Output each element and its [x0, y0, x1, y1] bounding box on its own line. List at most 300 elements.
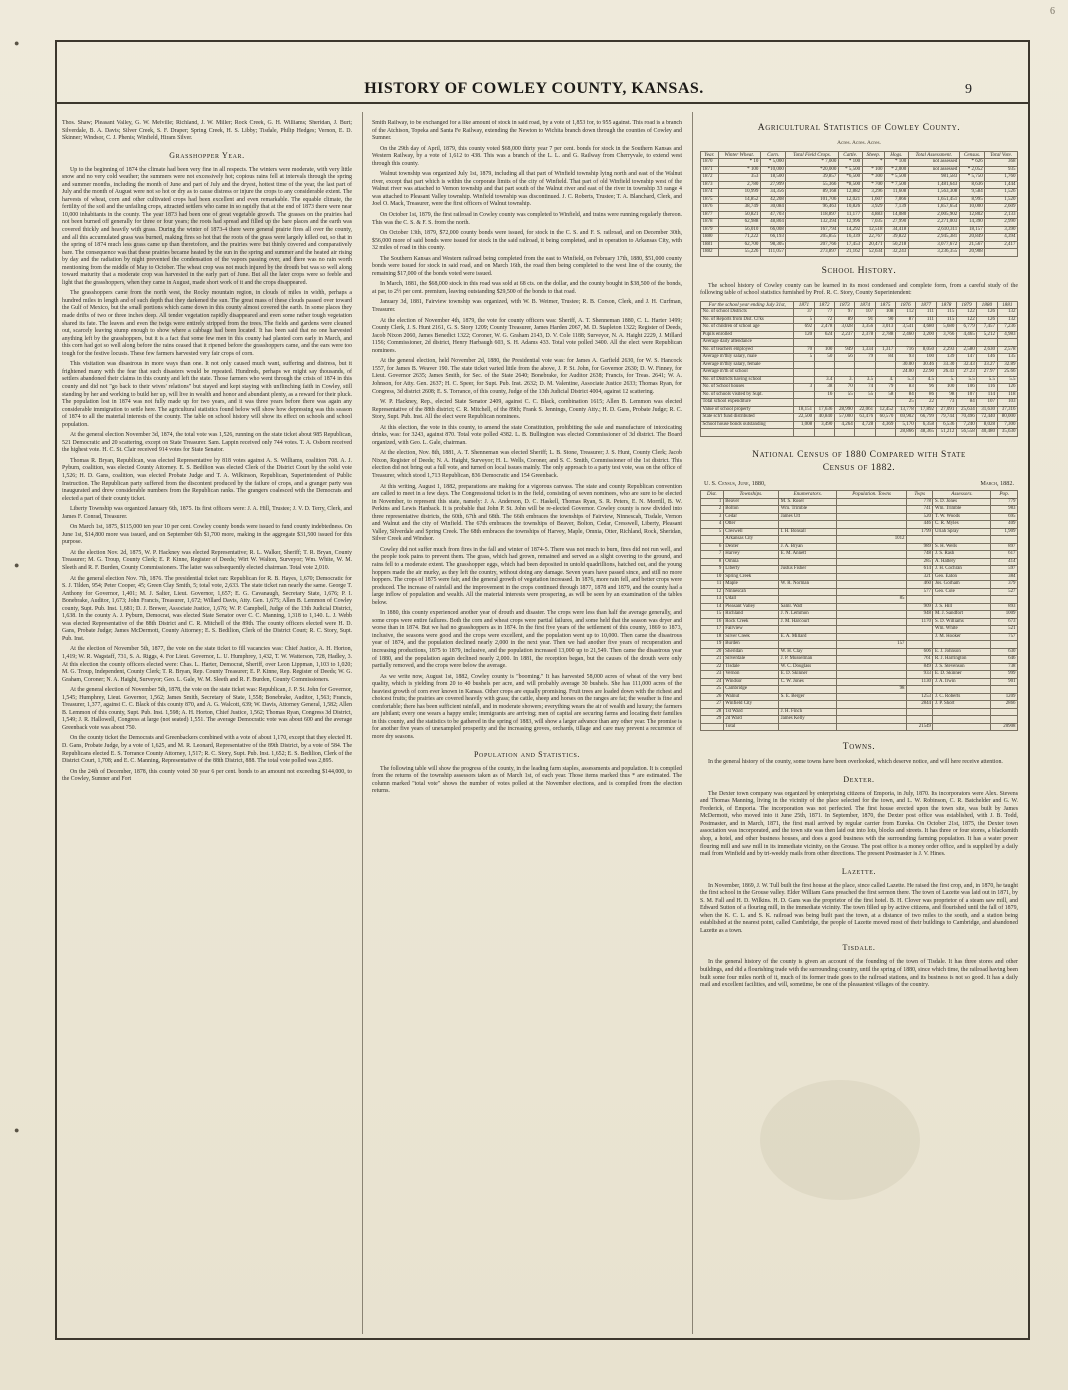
agri-cell: 1873: [701, 181, 719, 189]
census-row: [701, 671, 1018, 679]
school-cell: 35,630: [997, 429, 1017, 437]
school-cell: 96: [916, 384, 936, 392]
school-cell: 55: [855, 391, 875, 399]
agri-cell: 1,520: [985, 196, 1018, 204]
census-cell: 738: [991, 663, 1018, 671]
agri-cell: 3,390: [985, 226, 1018, 234]
school-cell: 3.5: [855, 376, 875, 384]
school-cell: 2,578: [997, 346, 1017, 354]
school-cell: 70: [834, 384, 854, 392]
census-row: [701, 506, 1018, 514]
school-cell: 93: [895, 354, 915, 362]
census-cell: W. C. Douglass: [779, 663, 837, 671]
school-row: [701, 406, 1018, 414]
school-cell: 87: [895, 316, 915, 324]
agri-cell: 16,339: [838, 234, 862, 242]
agri-cell: 39,822: [884, 234, 908, 242]
census-cell: 22: [701, 663, 724, 671]
school-cell: 80,000: [997, 414, 1017, 422]
census-cell: J. A. Irwin: [933, 678, 991, 686]
agri-cell: 10,999: [718, 189, 760, 197]
school-cell: 33.27: [977, 361, 997, 369]
census-cell: 321: [906, 573, 933, 581]
census-cell: [837, 648, 907, 656]
census-cell: C. W. Jones: [779, 678, 837, 686]
agri-cell: 1879: [701, 226, 719, 234]
census-cell: 379: [991, 581, 1018, 589]
school-cell: 33.30: [936, 361, 956, 369]
census-cell: 520: [906, 513, 933, 521]
agri-row: [701, 196, 1018, 204]
census-cell: R. J. Harrington: [933, 656, 991, 664]
school-cell: 79,744: [936, 414, 956, 422]
agri-cell: 34,356: [760, 189, 785, 197]
agri-cell: 205,855: [786, 234, 838, 242]
census-cell: [779, 641, 837, 649]
census-cell: 8: [701, 558, 724, 566]
agri-cell: 7,035: [862, 219, 884, 227]
census-cell: 14: [701, 603, 724, 611]
census-cell: [701, 723, 724, 731]
school-cell: 4,983: [997, 331, 1017, 339]
school-cell: 146: [977, 354, 997, 362]
school-cell: 13,778: [895, 406, 915, 414]
paragraph: At the general election November 3d, 1874, the total vote was 1,526, running on the state ticket about 985 Republican, 521 Democratic and 20 scattering, except on State Treasurer. Sam. Lappin received only 744 votes. T. A. Osborn received the highest vote. H. C. St. Clair received 914 votes for State Senator.: [62, 432, 352, 454]
school-cell: 27,091: [936, 406, 956, 414]
census-cell: [837, 723, 907, 731]
agri-column-header: Corn.: [760, 151, 785, 159]
school-cell: [855, 399, 875, 407]
school-year: 1875: [875, 301, 895, 309]
agri-cell: 12,802: [959, 211, 984, 219]
agri-cell: * 2,000: [884, 166, 908, 174]
school-year: 1879: [956, 301, 976, 309]
school-cell: 66,799: [916, 414, 936, 422]
census-column-header: Pop.: [991, 491, 1018, 499]
school-cell: 122: [956, 309, 976, 317]
agri-cell: * 10: [718, 159, 760, 167]
census-cell: Windsor: [723, 678, 778, 686]
header-rule: [55, 102, 1030, 104]
agri-column-header: Winter Wheat.: [718, 151, 760, 159]
agri-cell: 1882: [701, 249, 719, 257]
school-cell: [814, 429, 834, 437]
agri-cell: 17,453: [838, 241, 862, 249]
census-cell: Ninnescah: [723, 588, 778, 596]
school-cell: 25.66: [997, 369, 1017, 377]
agri-cell: 1,444: [985, 181, 1018, 189]
census-cell: [779, 701, 837, 709]
census-cell: 24: [701, 678, 724, 686]
school-row: [701, 391, 1018, 399]
agri-column-header: Census.: [959, 151, 984, 159]
school-cell: 17,892: [916, 406, 936, 414]
agri-cell: 11,608: [884, 189, 908, 197]
census-row: [701, 648, 1018, 656]
agri-cell: 48,804: [760, 219, 785, 227]
census-cell: Justus Fisher: [779, 566, 837, 574]
binding-mark: ●: [14, 38, 20, 48]
agri-row: [701, 249, 1018, 257]
lazette-heading: Lazette.: [841, 866, 877, 876]
census-heading: National Census of 1880 Compared with State: [752, 449, 966, 460]
census-cell: [837, 618, 907, 626]
school-year: 1872: [814, 301, 834, 309]
agri-cell: 20,471: [862, 241, 884, 249]
school-cell: 12,452: [875, 406, 895, 414]
agri-column-header: Cattle.: [838, 151, 862, 159]
census-cell: 1209: [991, 693, 1018, 701]
agri-cell: 111,057: [760, 249, 785, 257]
school-cell: [875, 399, 895, 407]
school-cell: 1,334: [855, 346, 875, 354]
agri-cell: 14,292: [838, 226, 862, 234]
school-cell: 114: [977, 391, 997, 399]
census-cell: 25: [701, 686, 724, 694]
agri-cell: 66,193: [760, 234, 785, 242]
census-cell: 13: [701, 596, 724, 604]
paragraph: As we write now, August 1st, 1882, Cowley county is "booming." It has harvested 58,000 acres of wheat of the very best quality, which is yielding from 20 to 40 bushels per acre, and will probably average 30 bushels. She has 111,000 acres of the heaviest growth of corn ever known in Kansas. Other crops are equally promising. Fruit trees are loaded down with the richest and choicest fruits; the prairies are covered heavily with grass; the cattle, sheep and horses on the ranges are fat; the weather is fine and comfortable; there has been sufficient rainfall, and in moderate showers; everything wears the air of wealth and luxury; the farmers are jubilant; every one wears a happy smile; immigrants are arriving; men of capital are securing farms and locating their families in this county, and the statistics to be gathered in the spring of 1883, will show a larger advance than any other year. The promise is for another five years of unexampled prosperity and the increasing groves, orchards, tillage and care may prevent a recurrence of more dry seasons.: [372, 673, 682, 741]
agri-row: [701, 159, 1018, 167]
census-cell: 893: [991, 603, 1018, 611]
school-year: 1881: [997, 301, 1017, 309]
census-cell: Creswell: [723, 528, 778, 536]
census-cell: 98: [837, 686, 907, 694]
paragraph: At the election Nov. 2d, 1875, W. P. Hackney was elected Representative; R. L. Walker, Sheriff; T. R. Bryan, County Treasurer; M. G. Troup, County Clerk; E. P. Kinne, Register of Deeds; Wirt W. Walton, Surveyor; Wm. White, W. M. Sleeth and R. F. Burden, County Commissioners. The latter was subsequently elected chairman. Total vote 2,010.: [62, 549, 352, 571]
school-cell: [814, 339, 834, 347]
census-cell: 778: [906, 498, 933, 506]
census-cell: [906, 686, 933, 694]
agri-cell: 2,609: [985, 204, 1018, 212]
agri-row: [701, 174, 1018, 182]
school-cell: 126: [977, 316, 997, 324]
column-right: [700, 120, 1018, 1330]
census-cell: 1130: [906, 678, 933, 686]
census-cell: 983: [991, 506, 1018, 514]
census-cell: 779: [991, 498, 1018, 506]
school-row-label: No. of teachers employed: [701, 346, 794, 354]
census-row: [701, 498, 1018, 506]
census-cell: 933: [906, 671, 933, 679]
census-cell: [906, 596, 933, 604]
census-cell: [701, 536, 724, 544]
census-cell: 2d Ward: [723, 716, 778, 724]
school-cell: 2,237: [834, 331, 854, 339]
census-row: [701, 543, 1018, 551]
school-cell: 51,212: [936, 429, 956, 437]
census-cell: [906, 633, 933, 641]
school-cell: 70: [794, 346, 814, 354]
paragraph: In November, 1869, J. W. Tull built the first house at the place, since called Lazette. He raised the first crop, and, in 1870, he taught the first school in the Grouse valley. Elder William Gans preached the first sermon there. The town of Lazette was laid out in 1871, by S. M. Fall and H. D. Wilkins. H. D. Gans was the proprietor of the first hotel. B. H. Clover was proprietor of a steam saw mill, and Edward Sutton of a flouring mill, in the immediate vicinity. The town filled up by active citizens, and flourished until the fall of 1879, when the K. C. L. and S. K. railroad was being built past the town, at a distance of two miles to the south, and a station being established at the nearest point, called Cambridge, the people of Lazette moved most of their buildings to Cambridge, and abandoned Lazette as a town.: [700, 882, 1018, 934]
school-cell: [794, 361, 814, 369]
agri-cell: *: [862, 159, 884, 167]
agri-cell: 132,394: [786, 219, 838, 227]
school-cell: 103: [997, 399, 1017, 407]
school-row: [701, 421, 1018, 429]
census-cell: [779, 596, 837, 604]
census-cell: [837, 521, 907, 529]
census-cell: I. H. Bonsall: [779, 528, 837, 536]
school-cell: 22.90: [916, 369, 936, 377]
school-cell: [977, 339, 997, 347]
school-cell: [875, 339, 895, 347]
school-cell: 86: [916, 391, 936, 399]
census-heading-2: Census of 1882.: [822, 462, 896, 473]
census-row: [701, 521, 1018, 529]
census-subheader: [704, 480, 1014, 488]
agri-cell: 10,826: [838, 204, 862, 212]
school-cell: 79: [855, 354, 875, 362]
paragraph: Up to the beginning of 1874 the climate had been very fine in all respects. The winters were moderate, with very little snow and no very cold weather; the summers were not excessively hot; copious rains fell at intervals through the spring and summer months, including the month of June and part of July and the dryest, hottest time of the year, the last part of July and the month of August were not so hot or dry as to cause distress or injure the crops to any considerable extent. The harvests of wheat, corn and other cultivated crops had been excellent and even remarkable. The equable climate, the fertility of the soil and the unfailing crops, attracted settlers who came in so rapidly that at the end of 1873 there were near 10,000 inhabitants in the county. The year 1873 had been one of great vegetable growth. The grasses on the prairies had not been burned off generally for three or four years; the roots had spread and filled up the bare places and the earth was covered thickly and heavily with grass. During the winter of 1873-4 there were general prairie fires all over the county, and all this accumulated grass was burned, making fires so hot that the roots of the grass were largely killed out, so that in the spring of 1874 much less grass came up than theretofore, and the prairies were but thinly covered and comparatively bare. The consequence was that these prairies became heated by the sun in the spring and summer and the heated air rising by day and the radiation by night prevented the condensation of the vapors passing over, and there was no rain worth mentioning from the middle of May to October. The wheat crop was not much injured by the drouth but was so well along toward maturity that a moderate crop was harvested in the early part of June. But all the later crops were so feeble and light that the grasshoppers, when they came in August, made short work of it and the crops disappeared.: [62, 166, 352, 286]
school-cell: 6,536: [936, 421, 956, 429]
paragraph: On March 1st, 1875, $115,000 ten year 10 per cent. Cowley county bonds were issued to fund county indebtedness. On June 1st, $14,800 more was issued, and on September 6th $1,700 more, making in the aggregate $31,500 issued for this purpose.: [62, 524, 352, 546]
agri-cell: 1875: [701, 196, 719, 204]
school-cell: 5.3: [895, 376, 915, 384]
school-cell: 73: [936, 399, 956, 407]
agri-cell: not assessed: [908, 159, 959, 167]
agri-cell: 2,005,902: [908, 211, 959, 219]
census-cell: 577: [906, 588, 933, 596]
population-heading: Population and Statistics.: [473, 749, 581, 759]
school-cell: [855, 369, 875, 377]
agri-cell: not assessed: [908, 166, 959, 174]
census-cell: 630: [991, 648, 1018, 656]
school-cell: 97: [834, 309, 854, 317]
agri-cell: 118,897: [786, 211, 838, 219]
census-cell: 897: [991, 543, 1018, 551]
us-census-label: U. S. Census, June, 1880,: [704, 479, 766, 487]
school-cell: 69,902: [895, 414, 915, 422]
census-cell: Saml. Watt: [779, 603, 837, 611]
census-cell: 761: [906, 656, 933, 664]
census-cell: [837, 506, 907, 514]
census-row: [701, 701, 1018, 709]
binding-mark: ●: [14, 560, 20, 570]
school-cell: 107: [977, 399, 997, 407]
census-cell: 2866: [991, 701, 1018, 709]
census-cell: J. M. Hooker: [933, 633, 991, 641]
school-cell: 3,541: [895, 324, 915, 332]
school-cell: 98: [936, 391, 956, 399]
census-cell: J. M. Harcourt: [779, 618, 837, 626]
census-cell: E. M. Annett: [779, 551, 837, 559]
census-cell: 446: [906, 521, 933, 529]
census-cell: [837, 693, 907, 701]
census-cell: J. P. Musselman: [779, 656, 837, 664]
census-cell: E. D. Skinner: [779, 671, 837, 679]
school-cell: 2,630: [977, 346, 997, 354]
census-cell: [779, 558, 837, 566]
agri-cell: 1870: [701, 159, 719, 167]
agri-column-header: Total Assessment.: [908, 151, 959, 159]
census-cell: [991, 641, 1018, 649]
census-cell: 757: [991, 633, 1018, 641]
agri-row: [701, 241, 1018, 249]
school-cell: [794, 391, 814, 399]
census-row: [701, 536, 1018, 544]
census-row: [701, 611, 1018, 619]
agri-cell: 30,084: [760, 204, 785, 212]
school-row: [701, 414, 1018, 422]
census-cell: 5: [701, 528, 724, 536]
census-cell: Wm. Trimble: [933, 506, 991, 514]
school-cell: 56,558: [956, 429, 976, 437]
school-cell: [794, 339, 814, 347]
agri-cell: 56,010: [718, 226, 760, 234]
census-cell: 18: [701, 633, 724, 641]
census-cell: 673: [991, 618, 1018, 626]
school-cell: 83: [895, 384, 915, 392]
school-row: [701, 324, 1018, 332]
school-year: 1874: [855, 301, 875, 309]
agri-cell: 11,177: [838, 211, 862, 219]
census-cell: [837, 678, 907, 686]
school-cell: 31,630: [977, 406, 997, 414]
census-cell: Geo. Cole: [933, 588, 991, 596]
school-cell: [875, 369, 895, 377]
school-cell: 48,365: [916, 429, 936, 437]
school-cell: 107: [956, 391, 976, 399]
paragraph: Walnut township was organized July 1st, 1879, including all that part of Winfield township lying north and east of the Walnut river, except that part which is within the corporate limits of the city of Winfield. That part of old Winfield township west of the Walnut river was attached to Vernon township and that part south of the Walnut river and east of the river in township 33 range 4 was attached to Pleasant Valley township. Winfield township was discontinued. J. C. Roberts, Trustee; T. A. Blanchard, Clerk, and Joel O. Mack, Treasurer, were the first officers of Walnut township.: [372, 171, 682, 208]
census-cell: M. S. Rosel: [779, 498, 837, 506]
school-row: [701, 361, 1018, 369]
school-cell: [834, 369, 854, 377]
census-cell: J. H. Finch: [779, 708, 837, 716]
census-cell: J. P. Short: [933, 701, 991, 709]
paragraph: Cowley did not suffer much from fires in the fall and winter of 1874-5. There was not much to burn, fires did not run well, and the people took pains to prevent them. The grass, which had grown, remained and served as a slight covering to the ground, and rains fell to a moderate extent. The grasshopper eggs, which had been deposited in untold quadrillions, hatched out, and the young hoppers made the air murky, as they left the country, without doing any damage. Seven years have passed since, and still no more hoppers. The crops of 1875 were fair, and the general growth of vegetation increased. In 1876, more rain fell, and better crops were produced. The increase of rainfall and the improvement in the crops continued through 1877, 1878 and 1879, and the county had a large inflow of population and wealth. All the material interests were prospering, as will be seen by an examination of the tables below.: [372, 546, 682, 606]
census-cell: E. A. Millard: [779, 633, 837, 641]
census-cell: [779, 588, 837, 596]
school-cell: 7,240: [956, 421, 976, 429]
school-cell: 5.5: [977, 376, 997, 384]
school-row-label: No. of Reports from Dist. Cl'ks: [701, 316, 794, 324]
school-cell: 4.5: [916, 376, 936, 384]
school-cell: 2,788: [875, 331, 895, 339]
school-cell: 7,457: [977, 324, 997, 332]
agri-cell: * 5,500: [884, 174, 908, 182]
census-cell: [837, 513, 907, 521]
census-cell: T. W. Woods: [933, 513, 991, 521]
agri-cell: 368: [985, 159, 1018, 167]
agri-cell: 1877: [701, 211, 719, 219]
school-cell: 1,317: [875, 346, 895, 354]
census-cell: [991, 686, 1018, 694]
census-cell: Bolton: [723, 506, 778, 514]
census-row: [701, 618, 1018, 626]
school-cell: 3.4: [814, 376, 834, 384]
corner-mark: 6: [1050, 6, 1055, 17]
census-row: [701, 716, 1018, 724]
school-cell: 122: [956, 316, 976, 324]
agri-heading: Agricultural Statistics of Cowley County.: [757, 123, 961, 133]
school-cell: [997, 339, 1017, 347]
agri-cell: 21,162: [838, 249, 862, 257]
census-row: [701, 603, 1018, 611]
school-cell: 116: [977, 384, 997, 392]
agri-row: [701, 226, 1018, 234]
agri-cell: 1881: [701, 241, 719, 249]
census-cell: James Kelly: [779, 716, 837, 724]
school-cell: 2,580: [956, 346, 976, 354]
school-cell: 32.89: [997, 361, 1017, 369]
school-cell: 84: [875, 354, 895, 362]
school-row: [701, 376, 1018, 384]
school-year: 1877: [916, 301, 936, 309]
census-cell: Vernon: [723, 671, 778, 679]
agri-cell: *8,500: [838, 181, 862, 189]
school-cell: 22,061: [855, 406, 875, 414]
census-cell: [837, 581, 907, 589]
agri-cell: 66,008: [760, 226, 785, 234]
agri-column-header: Total Field Crops.: [786, 151, 838, 159]
school-cell: 38: [814, 384, 834, 392]
grasshopper-heading: Grasshopper Year.: [169, 150, 245, 160]
agri-cell: 10,000: [959, 204, 984, 212]
agri-cell: 9,584: [959, 189, 984, 197]
census-cell: 9: [701, 566, 724, 574]
census-table: [700, 490, 1018, 731]
census-cell: [837, 588, 907, 596]
census-cell: [906, 641, 933, 649]
school-row-label: Total school expenditure: [701, 399, 794, 407]
school-cell: 108: [875, 309, 895, 317]
school-cell: 3,013: [875, 324, 895, 332]
census-cell: J. N. Lemmon: [779, 611, 837, 619]
census-cell: [779, 573, 837, 581]
agri-cell: * 7,000: [786, 159, 838, 167]
agri-cell: 1872: [701, 174, 719, 182]
agri-cell: 89,168: [786, 189, 838, 197]
census-cell: J. S. Stevenson: [933, 663, 991, 671]
school-row-label: [701, 429, 794, 437]
census-cell: Dexter: [723, 543, 778, 551]
paragraph: January 3d, 1881, Fairview township was organized, with W. B. Weimer, Trustee; R. B. Corson, Clerk, and J. H. Curfman, Treasurer.: [372, 299, 682, 314]
agri-cell: 167,794: [786, 226, 838, 234]
school-row-label: Average daily attendance: [701, 339, 794, 347]
census-row: [701, 693, 1018, 701]
census-cell: Udall: [723, 596, 778, 604]
page-number: 9: [965, 82, 972, 97]
school-cell: 4,680: [916, 324, 936, 332]
census-cell: [837, 603, 907, 611]
school-cell: 118: [997, 391, 1017, 399]
census-cell: 157: [837, 641, 907, 649]
school-row: [701, 309, 1018, 317]
census-cell: Richland: [723, 611, 778, 619]
paragraph: In 1880, this county experienced another year of drouth and disaster. The crops were less than half the average generally, and some crops were entire failures. Both the corn and wheat crops were partial failures, and some held that the season was dryer and worse than in 1874. But we had no grasshoppers as in 1874. In the first five years of the settlement of this county, 1869 to 1873, inclusive, the seasons were good and the crops were excellent, and the population went up to 10,000. Then came the disastrous year of 1874, and the population declined nearly 2,000 in the next year. Then we had another five years of recuperation and increasing productions, 1875 to 1879, inclusive, and the population increased 13,000 up to 21,549. Then came the disastrous year of 1880, and the population again declined nearly 2,000. In 1881, the reception began, but the causes of the drouth were only partially removed, and the crops were below the average.: [372, 610, 682, 670]
census-cell: [837, 701, 907, 709]
school-cell: 16: [814, 391, 834, 399]
agri-cell: 1880: [701, 234, 719, 242]
agri-cell: 273,897: [786, 249, 838, 257]
census-cell: [779, 626, 837, 634]
agri-column-header: Total Vote.: [985, 151, 1018, 159]
school-cell: 2,293: [936, 346, 956, 354]
census-cell: [837, 671, 907, 679]
agri-header-row: [701, 151, 1018, 159]
agri-cell: 1876: [701, 204, 719, 212]
agri-cell: 3,296: [862, 189, 884, 197]
school-cell: 55: [834, 391, 854, 399]
census-cell: [933, 641, 991, 649]
school-cell: [814, 399, 834, 407]
school-cell: 3.: [834, 376, 854, 384]
agri-cell: 52,634: [862, 249, 884, 257]
agri-cell: * 300: [862, 174, 884, 182]
paragraph: Thomas R. Bryan, Republican, was elected Representative by 818 votes against A. S. Williams, coalition 708. A. J. Pyburn, coalition, was elected County Attorney. E. S. Bedilion was elected Clerk of the District Court by the solid vote 1,526; H. D. Gans, coalition, was elected Probate Judge and T. A. Wilkinson, Republican, Superintendent of Public Instruction. The Republican party suffered from the discontent produced by the failure of crops, and a granger party was inaugurated and drew considerable numbers from the Republican ranks. The grangers coalesced with the Democrats and elected a part of their county ticket.: [62, 457, 352, 502]
school-cell: 115: [936, 309, 956, 317]
school-row-label: Average m'th of school: [701, 369, 794, 377]
